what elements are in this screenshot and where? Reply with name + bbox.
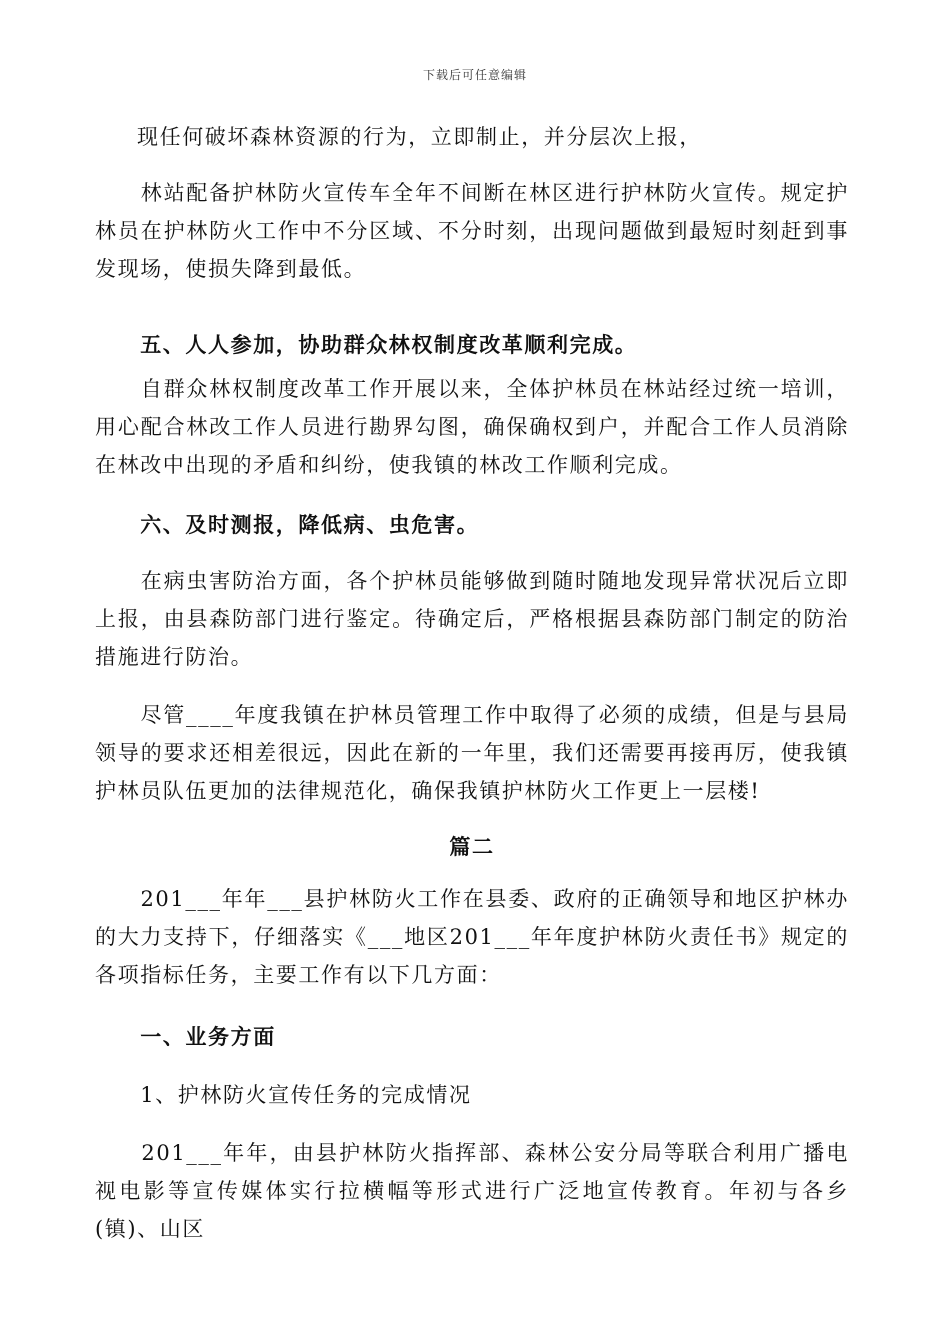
- paragraph: 尽管____年度我镇在护林员管理工作中取得了必须的成绩，但是与县局领导的要求还相差很远，因此在新的一年里，我们还需要再接再厉，使我镇护林员队伍更加的法律规范化，确保我镇护林防火工作更上一层楼!: [95, 703, 849, 803]
- paragraph: 201___年年___县护林防火工作在县委、政府的正确领导和地区护林办的大力支持下，仔细落实《___地区201___年年度护林防火责任书》规定的各项指标任务，主要工作有以下几方面：: [95, 887, 849, 987]
- section-heading: 一、业务方面: [95, 1024, 276, 1049]
- paragraph: 现任何破坏森林资源的行为，立即制止，并分层次上报，: [137, 125, 702, 149]
- paragraph: 201___年年，由县护林防火指挥部、森林公安分局等联合利用广播电视电影等宣传媒体实行拉横幅等形式进行广泛地宣传教育。年初与各乡(镇)、山区: [95, 1141, 849, 1241]
- header-note: 下载后可任意编辑: [422, 68, 527, 82]
- paragraph: 在病虫害防治方面，各个护林员能够做到随时随地发现异常状况后立即上报，由县森防部门进行鉴定。待确定后，严格根据县森防部门制定的防治措施进行防治。: [95, 569, 849, 669]
- subsection-heading: 1、护林防火宣传任务的完成情况: [95, 1083, 472, 1107]
- paragraph: 林站配备护林防火宣传车全年不间断在林区进行护林防火宣传。规定护林员在护林防火工作中不分区域、不分时刻，出现问题做到最短时刻赶到事发现场，使损失降到最低。: [95, 181, 849, 281]
- section-title: 篇二: [449, 834, 495, 859]
- section-heading: 五、人人参加，协助群众林权制度改革顺利完成。: [95, 332, 638, 357]
- paragraph: 自群众林权制度改革工作开展以来，全体护林员在林站经过统一培训，用心配合林改工作人员进行勘界勾图，确保确权到户，并配合工作人员消除在林改中出现的矛盾和纠纷，使我镇的林改工作顺利完成。: [95, 377, 849, 477]
- section-heading: 六、及时测报，降低病、虫危害。: [95, 512, 480, 537]
